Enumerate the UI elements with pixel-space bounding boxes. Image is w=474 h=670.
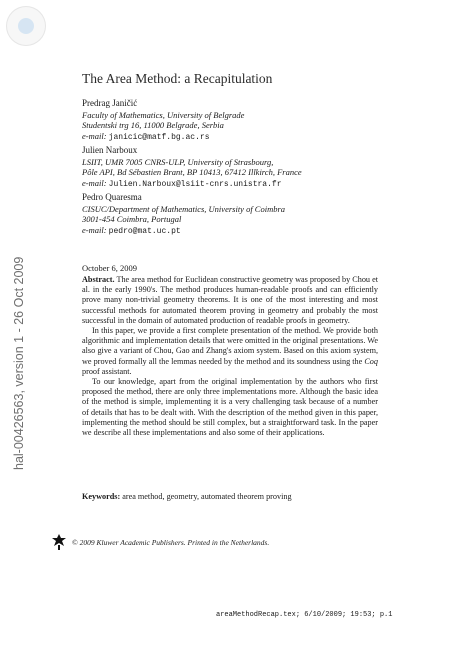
- paper-date: October 6, 2009: [82, 263, 138, 273]
- author-address: 3001-454 Coimbra, Portugal: [82, 214, 182, 224]
- abstract-paragraph-1: Abstract. The area method for Euclidean constructive geometry was proposed by Chou et al. in the early 1990's. The method produces human-readable proofs and can efficiently prove many non-trivial geometry theorems. It is one of the most interesting and most successful methods for automated theorem proving in geometry and probably the most successful in the domain of automated production of readable proofs in geometry.: [82, 275, 379, 325]
- paper-title: The Area Method: a Recapitulation: [82, 71, 273, 86]
- author-email[interactable]: janicic@matf.bg.ac.rs: [108, 132, 210, 142]
- author-email-line: [82, 225, 378, 238]
- author-name: Pedro Quaresma: [82, 192, 142, 202]
- email-label: e-mail:: [82, 177, 107, 188]
- keywords-label: Keywords:: [82, 492, 121, 501]
- publisher-logo-icon: [52, 534, 66, 550]
- email-label: e-mail:: [82, 130, 107, 141]
- author-affiliation: Faculty of Mathematics, University of Belgrade: [82, 109, 245, 120]
- hal-sidebar-stamp: hal-00426563, version 1 - 26 Oct 2009: [12, 256, 26, 470]
- email-label: e-mail:: [82, 224, 107, 235]
- author-email-line: [82, 178, 378, 191]
- author-email[interactable]: pedro@mat.uc.pt: [108, 226, 181, 236]
- keywords-list: area method, geometry, automated theorem proving: [122, 492, 292, 501]
- abstract: [82, 275, 378, 438]
- author-affiliation: LSIIT, UMR 7005 CNRS-ULP, University of Strasbourg,: [82, 156, 274, 167]
- copyright-text: © 2009 Kluwer Academic Publishers. Printed in the Netherlands.: [72, 537, 270, 547]
- author-block-1: [82, 98, 378, 143]
- copyright-line: [52, 534, 269, 550]
- hal-logo: [6, 6, 46, 46]
- keywords: [82, 492, 292, 501]
- abstract-paragraph-3: To our knowledge, apart from the original implementation by the authors who first proposed the method, there are only three implementations more. Although the basic idea of the method is simple, implementing it is a very challenging task because of a number of details that has to be dealt with. With the description of the method given in this paper, implementing the method should be still complex, but a straightforward task. In the paper we describe all these implementations and also some of their applications.: [82, 377, 378, 438]
- author-email[interactable]: Julien.Narboux@lsiit-cnrs.unistra.fr: [108, 179, 282, 189]
- author-name: Julien Narboux: [82, 145, 138, 155]
- author-affiliation: CISUC/Department of Mathematics, University of Coimbra: [82, 203, 286, 214]
- author-address: Studentski trg 16, 11000 Belgrade, Serbia: [82, 120, 224, 130]
- author-block-2: [82, 145, 378, 190]
- abstract-label: Abstract.: [82, 275, 115, 284]
- page-footer: areaMethodRecap.tex; 6/10/2009; 19:53; p.1: [216, 611, 393, 619]
- author-address: Pôle API, Bd Sébastien Brant, BP 10413, 67412 Illkirch, France: [82, 167, 302, 177]
- author-email-line: [82, 131, 378, 144]
- author-block-3: [82, 192, 378, 237]
- coq-name: Coq: [364, 356, 378, 366]
- author-name: Predrag Janičić: [82, 98, 138, 108]
- abstract-paragraph-2: In this paper, we provide a first complete presentation of the method. We provide both algorithmic and implementation details that were omitted in the original presentations. We also give a variant of Chou, Gao and Zhang's axiom system. Based on this axiom system, we proved formally all the lemmas needed by the method and its soundness using the Coq proof assistant.: [82, 326, 378, 376]
